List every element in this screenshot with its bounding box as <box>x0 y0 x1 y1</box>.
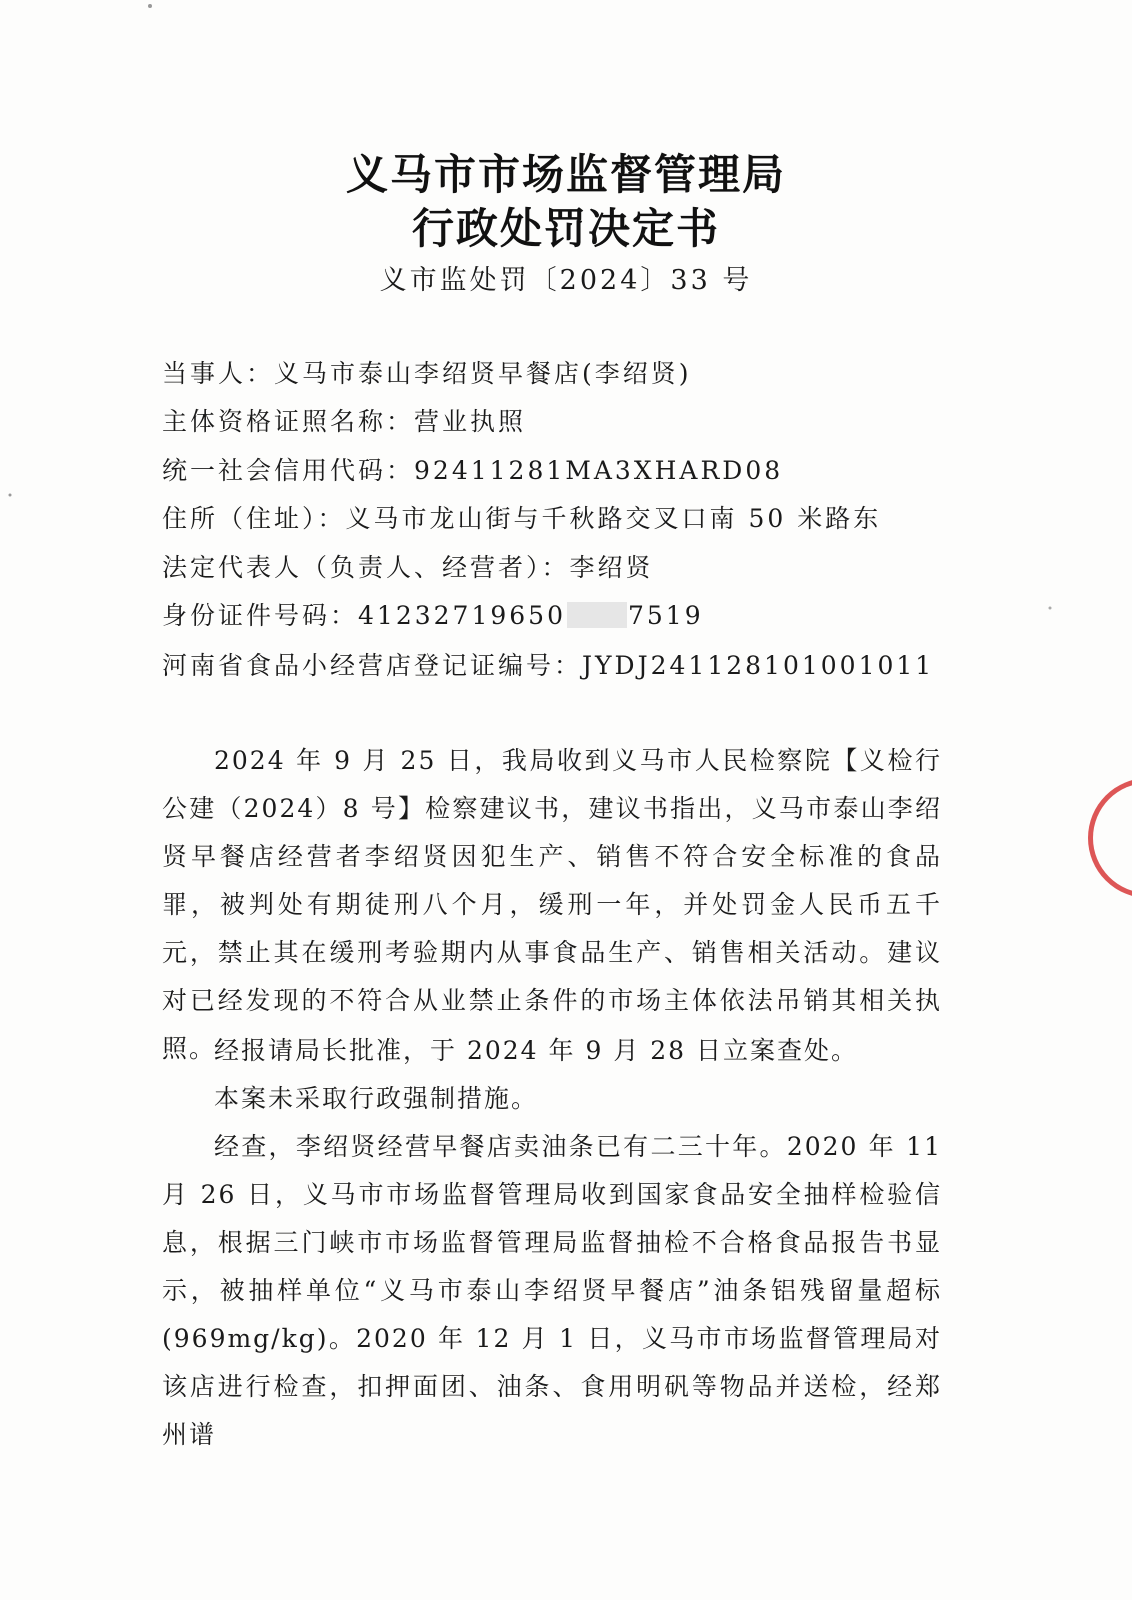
party-name-label: 当事人： <box>162 359 275 388</box>
license-label: 主体资格证照名称： <box>162 407 415 436</box>
paragraph-investigation: 经查，李绍贤经营早餐店卖油条已有二三十年。2020 年 11 月 26 日，义马市市场监督管理局收到国家食品安全抽样检验信息，根据三门峡市市场监督管理局监督抽检不合格食品报告书显示，被抽样单位“义马市泰山李绍贤早餐店”油条铝残留量超标(969mg/kg)。2020 年 12 月 1 日，义马市市场监督管理局对该店进行检查，扣押面团、油条、食用明矾等物品并送检，经郑州谱 <box>162 1132 942 1449</box>
food-cert-value: JYDJ241128101001011 <box>582 651 935 680</box>
id-number-prefix: 41232719650 <box>358 601 566 630</box>
document-title-line2: 行政处罚决定书 <box>411 204 720 253</box>
document-number: 义市监处罚〔2024〕33 号 <box>379 265 753 296</box>
party-name-value: 义马市泰山李绍贤早餐店(李绍贤) <box>274 359 692 388</box>
credit-code-label: 统一社会信用代码： <box>162 456 415 485</box>
document-title-line1: 义马市市场监督管理局 <box>345 150 786 199</box>
address-value: 义马市龙山街与千秋路交叉口南 50 米路东 <box>345 504 882 533</box>
id-number-label: 身份证件号码： <box>162 601 359 630</box>
license-value: 营业执照 <box>414 407 527 436</box>
paragraph-procuratorate-suggestion: 2024 年 9 月 25 日，我局收到义马市人民检察院【义检行公建（2024）8 号】检察建议书，建议书指出，义马市泰山李绍贤早餐店经营者李绍贤因犯生产、销售不符合安全标准的食品罪，被判处有期徒刑八个月，缓刑一年，并处罚金人民币五千元，禁止其在缓刑考验期内从事食品生产、销售相关活动。建议对已经发现的不符合从业禁止条件的市场主体依法吊销其相关执照。 <box>162 746 942 1063</box>
address-label: 住所（住址）： <box>162 504 346 533</box>
representative-value: 李绍贤 <box>569 553 654 582</box>
representative-label: 法定代表人（负责人、经营者）： <box>162 553 570 582</box>
id-number-suffix: 7519 <box>627 601 704 630</box>
paragraph-case-filed: 经报请局长批准，于 2024 年 9 月 28 日立案查处。 <box>214 1036 859 1065</box>
food-cert-label: 河南省食品小经营店登记证编号： <box>162 651 583 680</box>
paragraph-no-coercive-measures: 本案未采取行政强制措施。 <box>214 1084 539 1113</box>
credit-code-value: 92411281MA3XHARD08 <box>414 456 784 485</box>
